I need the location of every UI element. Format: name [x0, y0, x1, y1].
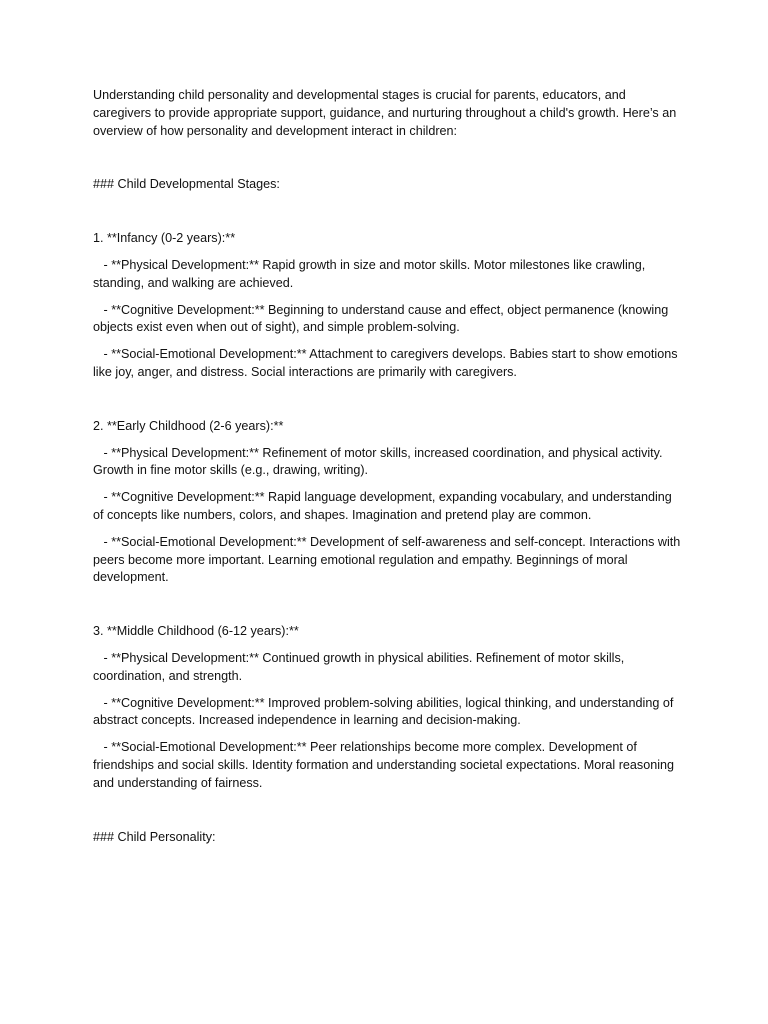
spacer — [93, 248, 683, 257]
bullet-social-emotional: - **Social-Emotional Development:** Peer relationships become more complex. Development of friendships and social skills. Identity formation and understanding societal expectations. Moral reasoning and understanding of fairness. — [93, 740, 678, 790]
bullet-physical: - **Physical Development:** Continued growth in physical abilities. Refinement of motor skills, coordination, and strength. — [93, 650, 628, 683]
spacer — [93, 436, 683, 445]
bullet-cognitive: - **Cognitive Development:** Rapid language development, expanding vocabulary, and understanding of concepts like numbers, colors, and shapes. Imagination and pretend play are common. — [93, 490, 676, 522]
stage-title-middle-childhood: 3. **Middle Childhood (6-12 years):** — [93, 624, 299, 639]
bullet-social-emotional: - **Social-Emotional Development:** Attachment to caregivers develops. Babies start to show emotions like joy, anger, and distress. Social interactions are primarily with caregivers. — [93, 347, 681, 379]
section-heading-stages: ### Child Developmental Stages: — [93, 177, 280, 192]
spacer — [93, 293, 683, 302]
document-body — [93, 87, 683, 846]
bullet-cognitive: - **Cognitive Development:** Beginning to understand cause and effect, object permanence (knowing objects exist even when out of sight), and simple problem-solving. — [93, 302, 672, 335]
spacer — [93, 686, 683, 695]
spacer — [93, 194, 683, 230]
bullet-physical: - **Physical Development:** Rapid growth in size and motor skills. Motor milestones like crawling, standing, and walking are achieved. — [93, 257, 649, 290]
spacer — [93, 525, 683, 534]
stage-title-early-childhood: 2. **Early Childhood (2-6 years):** — [93, 418, 284, 433]
bullet-cognitive: - **Cognitive Development:** Improved problem-solving abilities, logical thinking, and understanding of abstract concepts. Increased independence in learning and decision-making. — [93, 695, 677, 728]
spacer — [93, 641, 683, 650]
stage-title-infancy: 1. **Infancy (0-2 years):** — [93, 231, 236, 246]
spacer — [93, 140, 683, 176]
spacer — [93, 587, 683, 623]
intro-paragraph: Understanding child personality and developmental stages is crucial for parents, educators, and caregivers to provide appropriate support, guidance, and nurturing throughout a child's growth. Here’s an overview of how personality and development interact in children: — [93, 88, 680, 138]
spacer — [93, 480, 683, 489]
bullet-physical: - **Physical Development:** Refinement of motor skills, increased coordination, and physical activity. Growth in fine motor skills (e.g., drawing, writing). — [93, 445, 667, 478]
section-heading-personality: ### Child Personality: — [93, 829, 216, 844]
spacer — [93, 730, 683, 739]
spacer — [93, 793, 683, 829]
spacer — [93, 382, 683, 418]
bullet-social-emotional: - **Social-Emotional Development:** Development of self-awareness and self-concept. Interactions with peers become more important. Learning emotional regulation and empathy. Beginnings of moral development. — [93, 534, 684, 585]
spacer — [93, 337, 683, 346]
